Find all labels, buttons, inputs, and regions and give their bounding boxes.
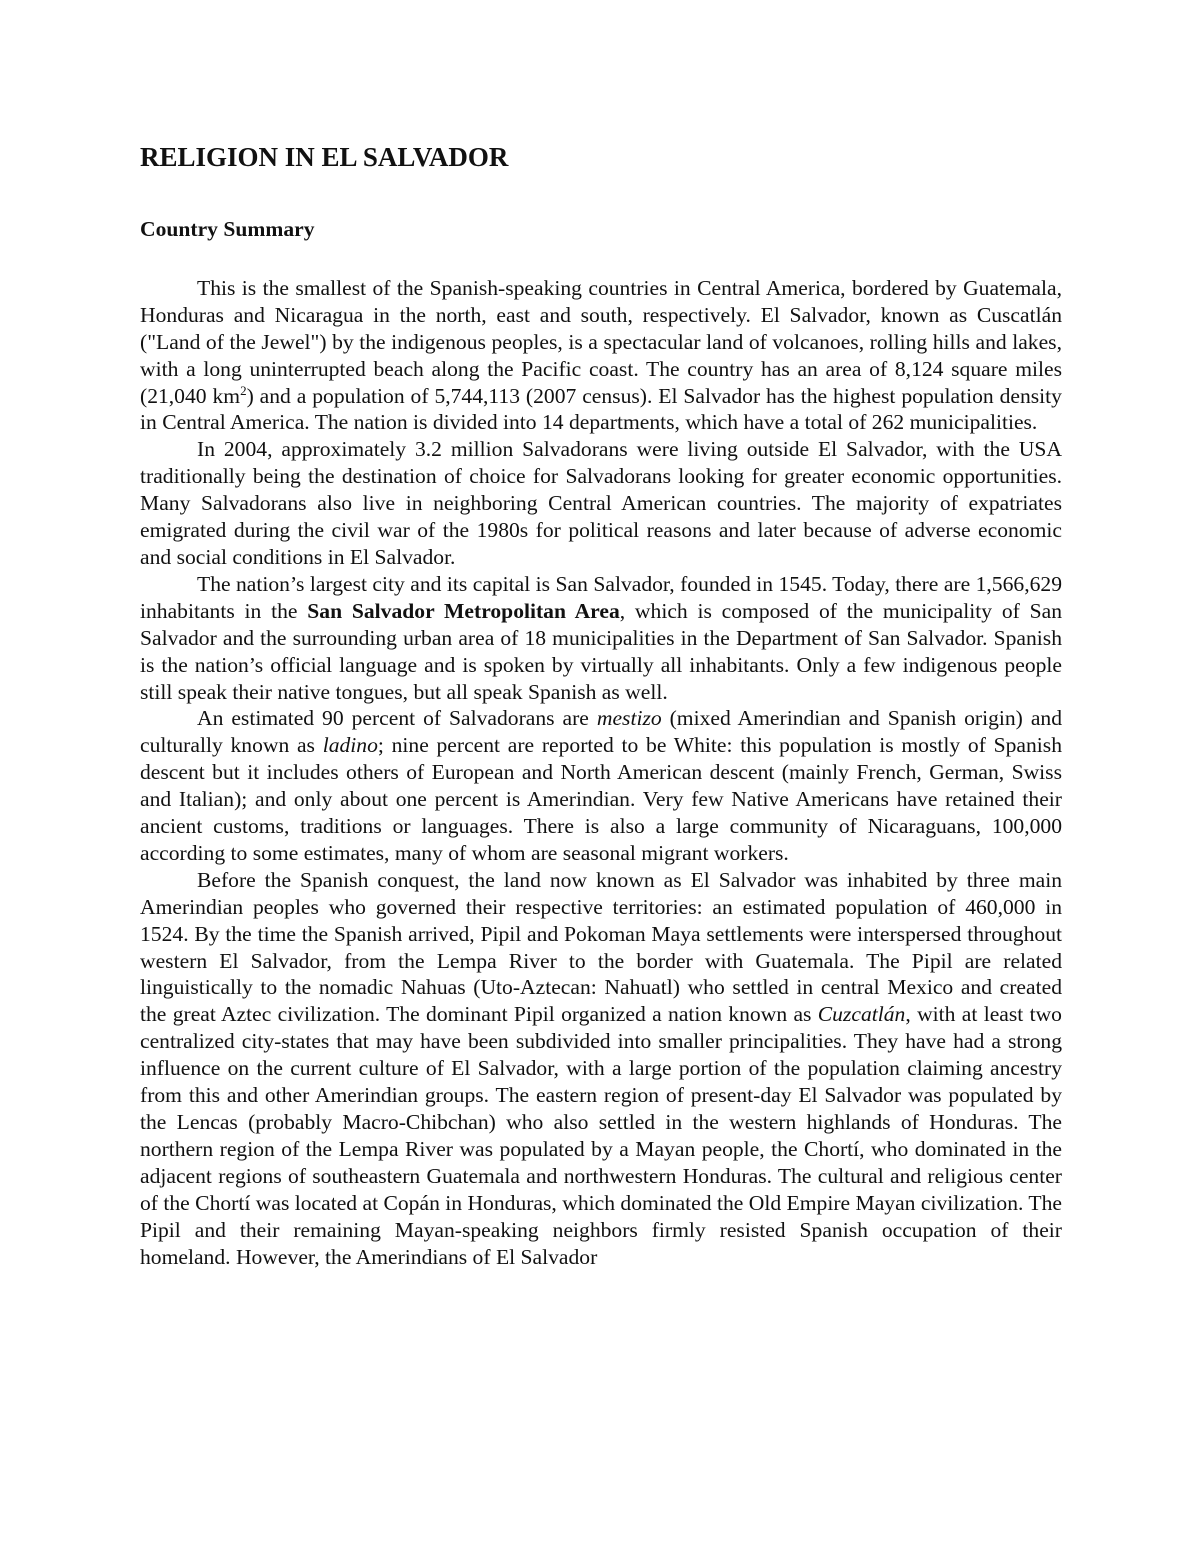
paragraph-3 [140,571,1062,706]
document-title: RELIGION IN EL SALVADOR [140,142,509,172]
paragraph-4-italic-mestizo: mestizo [596,706,662,731]
paragraph-5-text-a: Before the Spanish conquest, the land now known as El Salvador was inhabited by three main Amerindian peoples who governed their respective territories: an estimated population of 460,000 in 1524. By the time the Spanish arrived, Pipil and Pokoman Maya settlements were interspersed throughout western El Salvador, from the Lempa River to the border with Guatemala. The Pipil are related linguistically to the nomadic Nahuas (Uto-Aztecan: Nahuatl) who settled in central Mexico and created the great Aztec civilization. The dominant Pipil organized a nation known as [140,867,1062,1027]
paragraph-2-text: In 2004, approximately 3.2 million Salvadorans were living outside El Salvador, with the USA traditionally being the destination of choice for Salvadorans looking for greater economic opportunities. Many Salvadorans also live in neighboring Central American countries. The majority of expatriates emigrated during the civil war of the 1980s for political reasons and later because of adverse economic and social conditions in El Salvador. [140,437,1062,569]
section-heading: Country Summary [140,217,315,241]
paragraph-4-text-c: ; nine percent are reported to be White: this population is mostly of Spanish descent but it includes others of European and North American descent (mainly French, German, Swiss and Italian); and only about one percent is Amerindian. Very few Native Americans have retained their ancient customs, traditions or languages. There is also a large community of Nicaraguans, 100,000 according to some estimates, many of whom are seasonal migrant workers. [140,733,1062,865]
paragraph-3-text-a: The nation’s largest city and its capital is San Salvador, founded in 1545. Today, there are 1,566,629 inhabitants in the [140,571,1062,623]
paragraph-4 [140,705,1062,866]
paragraph-3-text-b: , which is composed of the municipality of San Salvador and the surrounding urban area of 18 municipalities in the Department of San Salvador. Spanish is the nation’s official language and is spoken by virtually all inhabitants. Only a few indigenous people still speak their native tongues, but all speak Spanish as well. [140,598,1062,704]
paragraph-4-text-a: An estimated 90 percent of Salvadorans are [197,706,597,731]
paragraph-5-text-b: , with at least two centralized city-states that may have been subdivided into smaller principalities. They have had a strong influence on the current culture of El Salvador, with a large portion of the population claiming ancestry from this and other Amerindian groups. The eastern region of present-day El Salvador was populated by the Lencas (probably Macro-Chibchan) who also settled in the western highlands of Honduras. The northern region of the Lempa River was populated by a Mayan people, the Chortí, who dominated in the adjacent regions of southeastern Guatemala and northwestern Honduras. The cultural and religious center of the Chortí was located at Copán in Honduras, which dominated the Old Empire Mayan civilization. The Pipil and their remaining Mayan-speaking neighbors firmly resisted Spanish occupation of their homeland. However, the Amerindians of El Salvador [140,1002,1062,1269]
paragraph-1-text-a: This is the smallest of the Spanish-speaking countries in Central America, bordered by Guatemala, Honduras and Nicaragua in the north, east and south, respectively. El Salvador, known as Cuscatlán ("Land of the Jewel") by the indigenous peoples, is a spectacular land of volcanoes, rolling hills and lakes, with a long uninterrupted beach along the Pacific coast. The country has an area of 8,124 square miles (21,040 km [140,275,1062,408]
paragraph-5-italic-cuzcatlan: Cuzcatlán [817,1002,906,1027]
paragraph-1-text-b: ) and a population of 5,744,113 (2007 census). El Salvador has the highest population density in Central America. The nation is divided into 14 departments, which have a total of 262 municipalities. [140,383,1062,435]
paragraph-1 [140,275,1062,436]
paragraph-2 [140,436,1062,571]
paragraph-4-italic-ladino: ladino [322,733,378,758]
paragraph-3-bold: San Salvador Metropolitan Area [307,598,620,623]
document-page [140,140,1062,1270]
paragraph-4-text-b: (mixed Amerindian and Spanish origin) and culturally known as [140,706,1062,758]
superscript-2: 2 [240,382,247,398]
paragraph-5 [140,867,1062,1271]
